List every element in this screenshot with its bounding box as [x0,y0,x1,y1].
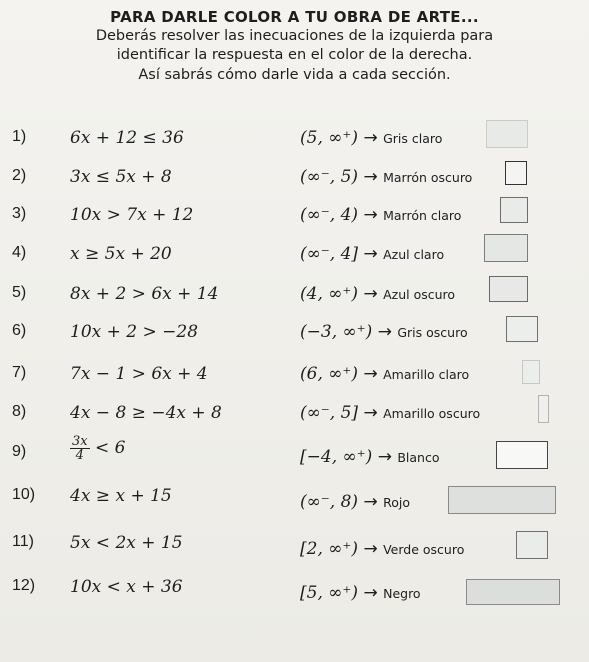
color-swatch [466,579,560,605]
color-name: Gris oscuro [397,325,468,340]
color-swatch [506,316,538,342]
color-name: Rojo [383,495,410,510]
exercise-number: 1) [12,128,27,145]
answer-interval: [2, ∞⁺) → Verde oscuro [300,539,465,559]
exercise-row [0,322,589,358]
answer-interval: [5, ∞⁺) → Negro [300,583,421,603]
inequality: 4x ≥ x + 15 [70,486,172,506]
inequality: 5x < 2x + 15 [70,533,183,553]
instructions-line-1: Deberás resolver las inecuaciones de la izquierda para [95,28,494,44]
exercise-row [0,533,589,569]
color-swatch [522,360,540,384]
answer-interval: (∞⁻, 5] → Amarillo oscuro [300,403,481,423]
color-name: Negro [383,586,421,601]
arrow-icon: → [363,128,378,148]
color-name: Verde oscuro [383,542,465,557]
answer-interval: (∞⁻, 4] → Azul claro [300,244,445,264]
color-name: Gris claro [383,131,443,146]
arrow-icon: → [363,244,378,264]
color-swatch [484,234,528,262]
answer-interval: [−4, ∞⁺) → Blanco [300,447,440,467]
inequality: 6x + 12 ≤ 36 [70,128,184,148]
exercise-number: 11) [12,533,34,550]
arrow-icon: → [363,403,378,423]
color-swatch [448,486,556,514]
color-swatch [516,531,548,559]
inequality: 7x − 1 > 6x + 4 [70,364,208,384]
answer-interval: (∞⁻, 5) → Marrón oscuro [300,167,473,187]
arrow-icon: → [363,284,378,304]
exercise-number: 3) [12,205,27,222]
fraction: $\frac{3x}{4}$ [72,434,88,463]
exercise-number: 6) [12,322,27,339]
inequality: $\frac{3x}{4}$ < 6 [72,434,126,463]
color-swatch [538,395,549,423]
exercise-row [0,577,589,613]
inequality: 10x < x + 36 [70,577,183,597]
inequality: 3x ≤ 5x + 8 [70,167,172,187]
answer-interval: (−3, ∞⁺) → Gris oscuro [300,322,468,342]
answer-interval: (6, ∞⁺) → Amarillo claro [300,364,470,384]
arrow-icon: → [377,447,392,467]
inequality: 8x + 2 > 6x + 14 [70,284,219,304]
color-swatch [489,276,528,302]
arrow-icon: → [363,364,378,384]
arrow-icon: → [363,167,378,187]
exercise-number: 7) [12,364,27,381]
instructions-line-3: Así sabrás cómo darle vida a cada sección. [138,67,451,83]
color-swatch [496,441,548,469]
color-name: Azul oscuro [383,287,456,302]
inequality: 10x > 7x + 12 [70,205,194,225]
arrow-icon: → [363,539,378,559]
answer-interval: (∞⁻, 8) → Rojo [300,492,410,512]
color-name: Marrón claro [383,208,462,223]
inequality: x ≥ 5x + 20 [70,244,172,264]
inequality: 4x − 8 ≥ −4x + 8 [70,403,222,423]
arrow-icon: → [363,583,378,603]
answer-interval: (4, ∞⁺) → Azul oscuro [300,284,456,304]
exercise-number: 2) [12,167,27,184]
exercise-row [0,486,589,522]
arrow-icon: → [363,492,378,512]
exercise-number: 10) [12,486,36,503]
color-name: Amarillo oscuro [383,406,481,421]
exercise-number: 9) [12,443,27,460]
exercise-number: 4) [12,244,27,261]
exercise-row [0,128,589,164]
instructions-line-2: identificar la respuesta en el color de la derecha. [116,47,473,63]
exercise-row [0,403,589,439]
arrow-icon: → [377,322,392,342]
color-name: Azul claro [383,247,445,262]
color-swatch [505,161,527,185]
exercise-row [0,284,589,320]
exercise-row [0,434,589,479]
answer-interval: (∞⁻, 4) → Marrón claro [300,205,462,225]
arrow-icon: → [363,205,378,225]
color-name: Blanco [397,450,440,465]
exercise-row [0,244,589,280]
exercise-number: 8) [12,403,27,420]
color-name: Marrón oscuro [383,170,473,185]
exercise-number: 5) [12,284,27,301]
exercise-row [0,364,589,400]
color-name: Amarillo claro [383,367,470,382]
color-swatch [500,197,528,223]
worksheet-title: PARA DARLE COLOR A TU OBRA DE ARTE... [110,8,479,26]
color-swatch [486,120,528,148]
inequality: 10x + 2 > −28 [70,322,199,342]
exercise-number: 12) [12,577,36,594]
answer-interval: (5, ∞⁺) → Gris claro [300,128,443,148]
